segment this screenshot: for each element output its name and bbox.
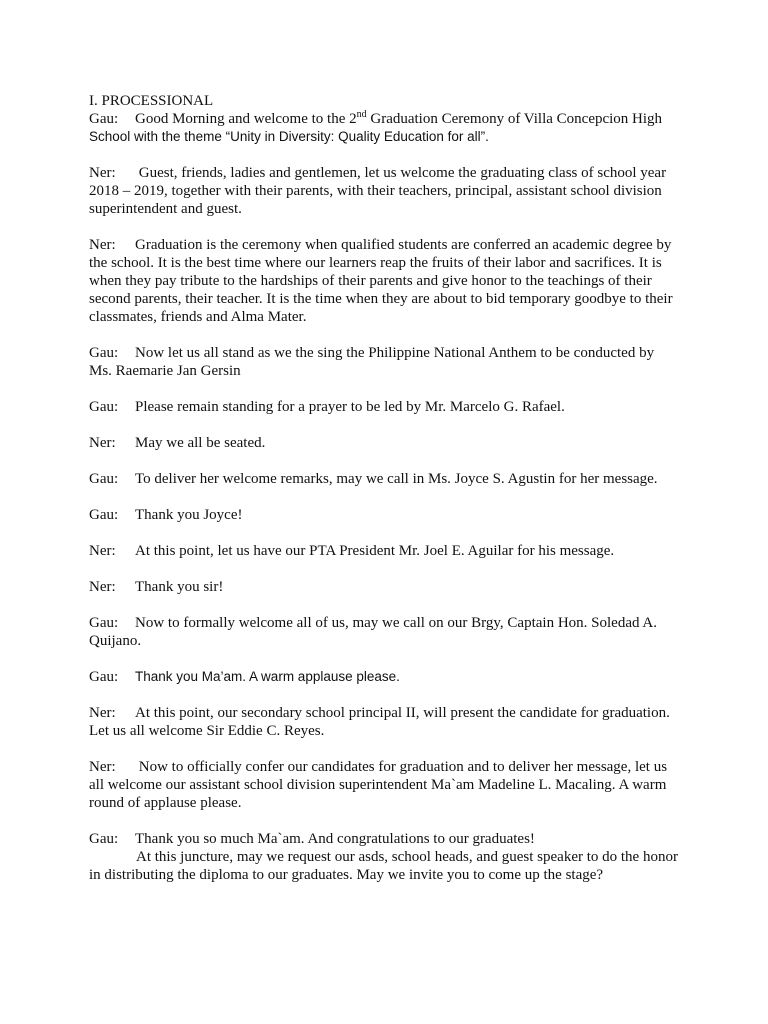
speaker-label: Gau: [89, 507, 119, 523]
paragraph-brgy-captain [89, 614, 680, 650]
speaker-label: Ner: [89, 543, 116, 559]
paragraph-guests [89, 164, 680, 218]
paragraph-text: To deliver her welcome remarks, may we call in Ms. Joyce S. Agustin for her message. [135, 471, 658, 487]
paragraph-text: Guest, friends, ladies and gentlemen, let us welcome the graduating class of school year 2018 – 2019, together with their parents, with their teachers, principal, assistant school division superintendent and guest. [89, 165, 667, 217]
paragraph-welcome [89, 110, 680, 146]
paragraph-pta [89, 542, 680, 560]
paragraph-text: Now to formally welcome all of us, may we call on our Brgy, Captain Hon. Soledad A. Quijano. [89, 615, 657, 649]
paragraph-text: Graduation Ceremony of Villa Concepcion High [366, 111, 663, 127]
paragraph-text: At this point, our secondary school principal II, will present the candidate for graduation. Let us all welcome Sir Eddie C. Reyes. [89, 705, 670, 739]
speaker-label: Ner: [89, 759, 116, 775]
paragraph-principal [89, 704, 680, 740]
speaker-label: Ner: [89, 165, 116, 181]
paragraph-seated [89, 434, 680, 452]
paragraph-text: Thank you Ma’am. A warm applause please. [135, 669, 400, 684]
paragraph-text: Thank you Joyce! [135, 507, 243, 523]
speaker-label: Ner: [89, 237, 116, 253]
paragraph-text: At this juncture, may we request our asds, school heads, and guest speaker to do the honor in distributing the diploma to our graduates. May we invite you to come up the stage? [89, 849, 678, 883]
paragraph-thank-joyce [89, 506, 680, 524]
superscript-text: nd [356, 109, 367, 120]
speaker-label: Ner: [89, 579, 116, 595]
paragraph-text: Now to officially confer our candidates for graduation and to deliver her message, let us all welcome our assistant school division superintendent Ma`am Madeline L. Macaling. A warm round of applause please. [89, 759, 668, 811]
speaker-label: Ner: [89, 705, 116, 721]
speaker-label: Ner: [89, 435, 116, 451]
paragraph-superintendent [89, 758, 680, 812]
speaker-label: Gau: [89, 615, 119, 631]
theme-line: School with the theme “Unity in Diversity: Quality Education for all”. [89, 129, 489, 144]
speaker-label: Gau: [89, 471, 119, 487]
speaker-label: Gau: [89, 669, 119, 685]
speaker-label: Gau: [89, 399, 119, 415]
speaker-label: Gau: [89, 831, 119, 847]
paragraph-graduation [89, 236, 680, 326]
paragraph-text: Thank you so much Ma`am. And congratulations to our graduates! [135, 831, 535, 847]
paragraph-anthem [89, 344, 680, 380]
paragraph-text: Thank you sir! [135, 579, 224, 595]
paragraph-welcome-remarks [89, 470, 680, 488]
speaker-label: Gau: [89, 111, 119, 127]
paragraph-text: At this point, let us have our PTA President Mr. Joel E. Aguilar for his message. [135, 543, 615, 559]
section-heading: I. PROCESSIONAL [89, 93, 214, 109]
paragraph-text: Now let us all stand as we the sing the Philippine National Anthem to be conducted by Ms. Raemarie Jan Gersin [89, 345, 655, 379]
paragraph-text: May we all be seated. [135, 435, 266, 451]
speaker-label: Gau: [89, 345, 119, 361]
paragraph-text: Please remain standing for a prayer to be led by Mr. Marcelo G. Rafael. [135, 399, 565, 415]
paragraph-thank-sir [89, 578, 680, 596]
paragraph-prayer [89, 398, 680, 416]
paragraph-text: Good Morning and welcome to the 2 [135, 111, 357, 127]
paragraph-text: Graduation is the ceremony when qualified students are conferred an academic degree by the school. It is the best time where our learners reap the fruits of their labor and sacrifices. It is when they pay tribute to the hardships of their parents and give honor to the teachings of their second parents, their teacher. It is the time when they are about to bid temporary goodbye to their classmates, friends and Alma Mater. [89, 237, 673, 325]
paragraph-diploma [89, 830, 680, 884]
paragraph-applause [89, 668, 680, 686]
